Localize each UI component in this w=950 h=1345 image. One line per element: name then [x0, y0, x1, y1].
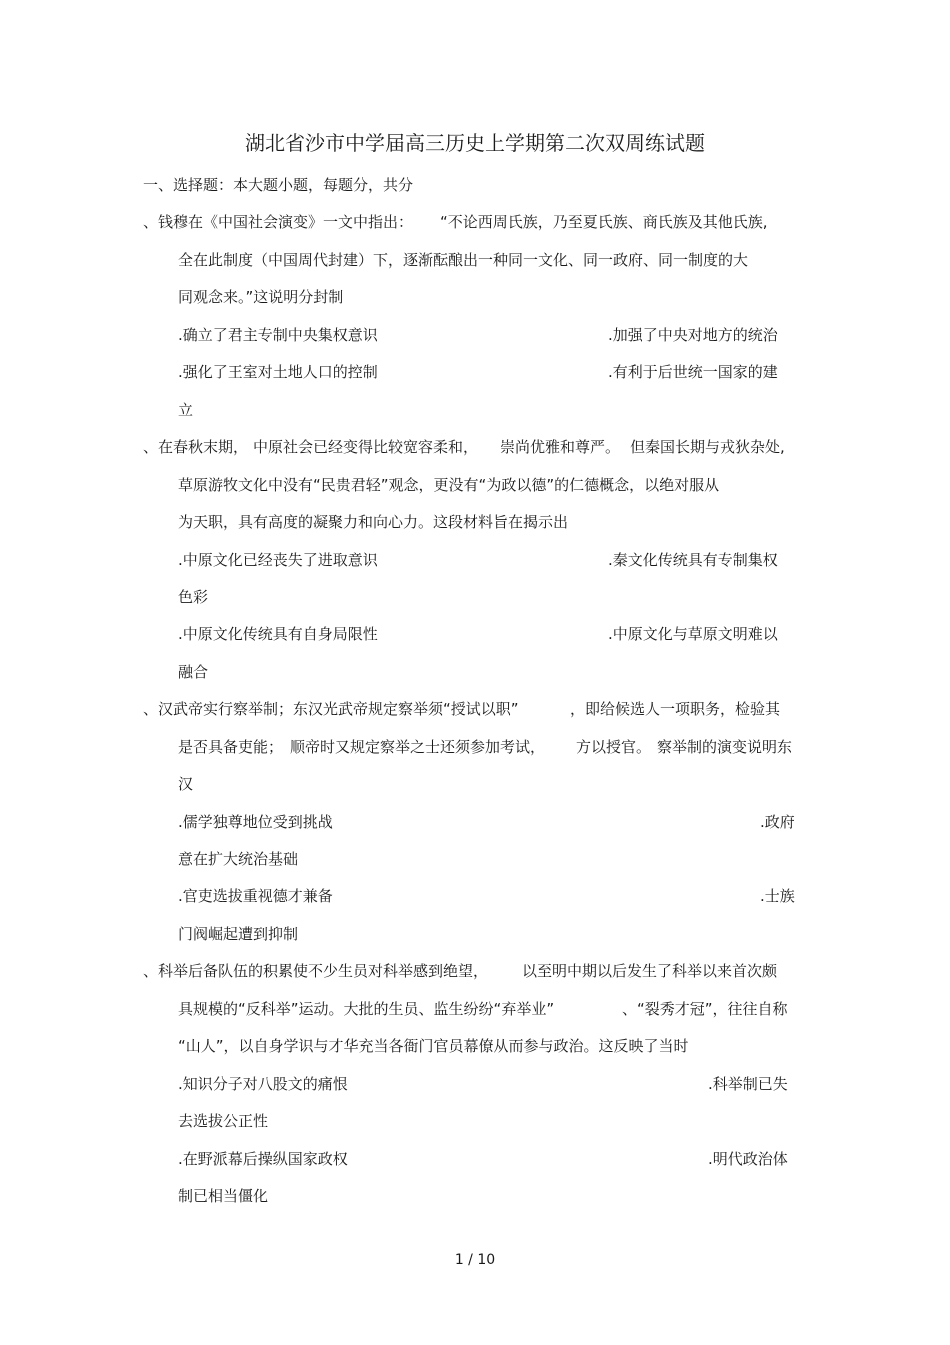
question-stem-line: 、“裂秀才冠”，往往自称 — [622, 1000, 788, 1018]
option-d: .士族 — [760, 887, 795, 905]
question-stem-line: “山人”，以自身学识与才华充当各衙门官员幕僚从而参与政治。这反映了当时 — [178, 1037, 689, 1055]
option-c: .在野派幕后操纵国家政权 — [178, 1150, 348, 1168]
question-stem-line: 但秦国长期与戎狄杂处, — [630, 438, 785, 456]
option-b: .政府 — [760, 813, 795, 831]
question-stem-line: 、在春秋末期， — [143, 438, 249, 456]
question-stem-line: 同观念来。”这说明分封制 — [178, 288, 344, 306]
question-stem-line: 中原社会已经变得比较宽容柔和， — [253, 438, 479, 456]
question-stem-line: 、钱穆在《中国社会演变》一文中指出： — [143, 213, 414, 231]
document-title: 湖北省沙市中学届高三历史上学期第二次双周练试题 — [245, 131, 705, 155]
option-a: .中原文化已经丧失了进取意识 — [178, 551, 378, 569]
question-stem-line: 以至明中期以后发生了科举以来首次颇 — [522, 962, 778, 980]
option-c: .中原文化传统具有自身局限性 — [178, 625, 378, 643]
question-stem-line: 汉 — [178, 775, 194, 793]
question-stem-line: 具规模的“反科举”运动。大批的生员、监生纷纷“弃举业” — [178, 1000, 555, 1018]
question-stem-line: ，即给候选人一项职务，检验其 — [570, 700, 781, 718]
question-stem-line: 是否具备吏能； — [178, 738, 284, 756]
option-a: .儒学独尊地位受到挑战 — [178, 813, 333, 831]
page-number: 1 / 10 — [454, 1252, 496, 1268]
option-c: .官吏选拔重视德才兼备 — [178, 887, 333, 905]
option-b-continued: 意在扩大统治基础 — [178, 850, 299, 868]
option-d-continued: 融合 — [178, 663, 209, 681]
option-a: .确立了君主专制中央集权意识 — [178, 326, 378, 344]
option-b: .加强了中央对地方的统治 — [608, 326, 778, 344]
question-stem-line: 、科举后备队伍的积累使不少生员对科举感到绝望， — [143, 962, 489, 980]
option-d: .有利于后世统一国家的建 — [608, 363, 778, 381]
option-d: .中原文化与草原文明难以 — [608, 625, 778, 643]
question-stem-line: 全在此制度（中国周代封建）下，逐渐酝酿出一种同一文化、同一政府、同一制度的大 — [178, 251, 749, 269]
option-b-continued: 色彩 — [178, 588, 209, 606]
option-d-continued: 立 — [178, 401, 194, 419]
question-stem-line: “不论西周氏族，乃至夏氏族、商氏族及其他氏族, — [440, 213, 768, 231]
option-d-continued: 制已相当僵化 — [178, 1187, 269, 1205]
option-b-continued: 去选拔公正性 — [178, 1112, 269, 1130]
question-stem-line: 草原游牧文化中没有“民贵君轻”观念，更没有“为政以德”的仁德概念，以绝对服从 — [178, 476, 720, 494]
option-b: .秦文化传统具有专制集权 — [608, 551, 778, 569]
question-stem-line: 崇尚优雅和尊严。 — [500, 438, 621, 456]
question-stem-line: 、汉武帝实行察举制；东汉光武帝规定察举须“授试以职” — [143, 700, 519, 718]
question-stem-line: 为天职，具有高度的凝聚力和向心力。这段材料旨在揭示出 — [178, 513, 569, 531]
question-stem-line: 顺帝时又规定察举之士还须参加考试， — [290, 738, 546, 756]
option-b: .科举制已失 — [708, 1075, 788, 1093]
question-stem-line: 方以授官。 — [576, 738, 652, 756]
option-d: .明代政治体 — [708, 1150, 788, 1168]
option-d-continued: 门阀崛起遭到抑制 — [178, 925, 299, 943]
question-stem-line: 察举制的演变说明东 — [657, 738, 793, 756]
option-c: .强化了王室对土地人口的控制 — [178, 363, 378, 381]
section-heading: 一、选择题：本大题小题，每题分，共分 — [143, 176, 414, 194]
option-a: .知识分子对八股文的痛恨 — [178, 1075, 348, 1093]
